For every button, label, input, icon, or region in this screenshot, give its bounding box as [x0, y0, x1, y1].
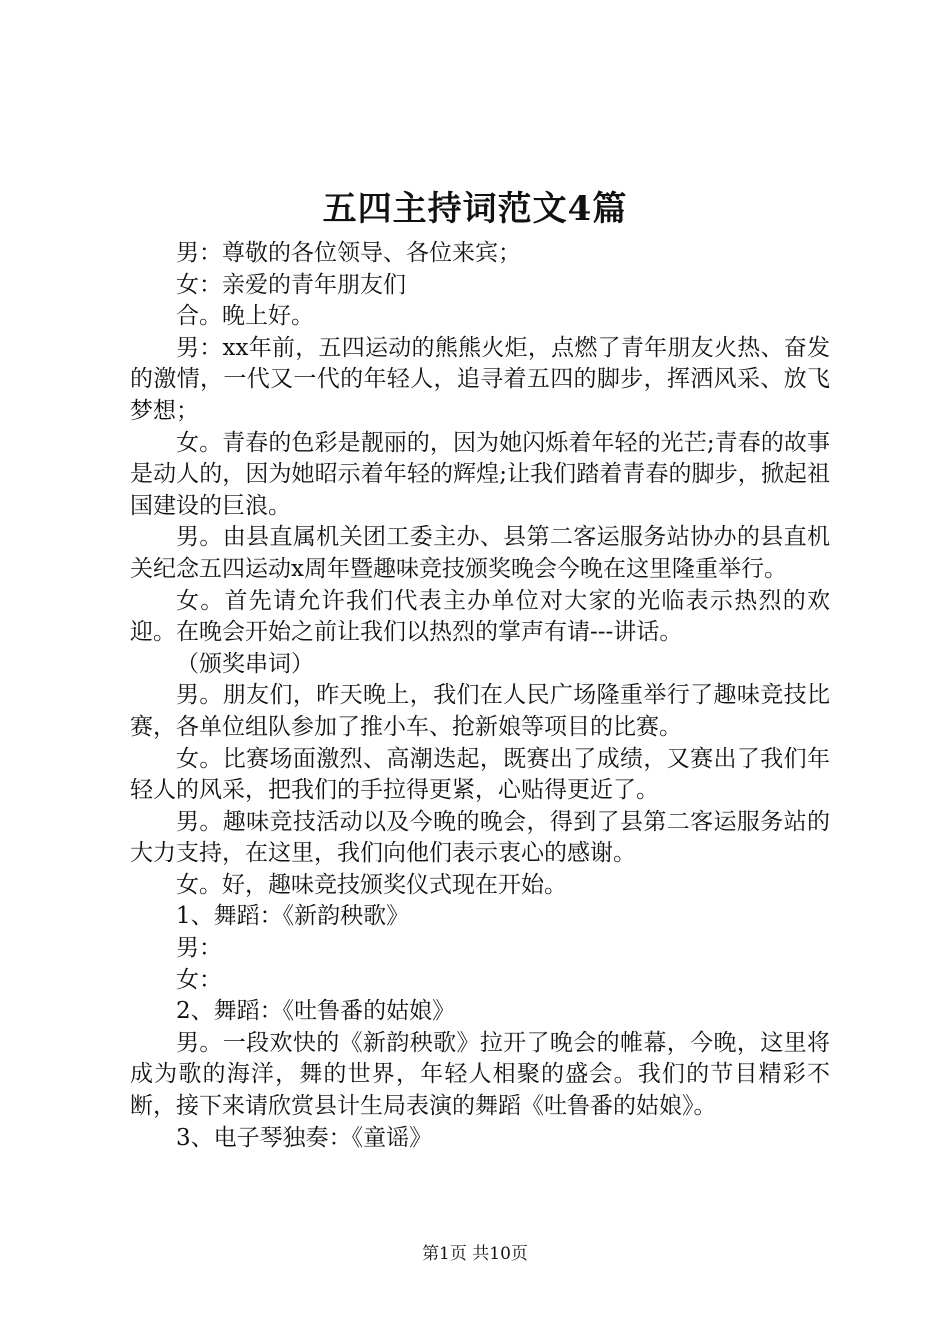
paragraph: 男：xx年前，五四运动的熊熊火炬，点燃了青年朋友火热、奋发的激情，一代又一代的年轻人，追寻着五四的脚步，挥洒风采、放飞梦想； — [130, 334, 830, 424]
paragraph: 女：亲爱的青年朋友们 — [176, 271, 406, 298]
paragraph: （颁奖串词） — [176, 650, 314, 677]
paragraph: 男。一段欢快的《新韵秧歌》拉开了晚会的帷幕，今晚，这里将成为歌的海洋，舞的世界，年轻人相聚的盛会。我们的节目精彩不断，接下来请欣赏县计生局表演的舞蹈《吐鲁番的姑娘》。 — [130, 1029, 830, 1120]
paragraph: 女。好，趣味竞技颁奖仪式现在开始。 — [176, 871, 567, 898]
paragraph: 合。晚上好。 — [176, 303, 314, 330]
paragraph: 男。朋友们，昨天晚上，我们在人民广场隆重举行了趣味竞技比赛，各单位组队参加了推小车、抢新娘等项目的比赛。 — [130, 682, 830, 740]
paragraph: 男。由县直属机关团工委主办、县第二客运服务站协办的县直机关纪念五四运动x周年暨趣味竞技颁奖晚会今晚在这里隆重举行。 — [130, 524, 830, 582]
document-body — [130, 238, 830, 1154]
paragraph: 女。比赛场面激烈、高潮迭起，既赛出了成绩，又赛出了我们年轻人的风采，把我们的手拉得更紧，心贴得更近了。 — [130, 745, 830, 804]
paragraph: 男： — [176, 935, 222, 962]
paragraph: 女。青春的色彩是靓丽的，因为她闪烁着年轻的光芒;青春的故事是动人的，因为她昭示着年轻的辉煌;让我们踏着青春的脚步，掀起祖国建设的巨浪。 — [130, 429, 830, 519]
paragraph: 2、舞蹈：《吐鲁番的姑娘》 — [176, 998, 456, 1025]
paragraph: 女： — [176, 966, 222, 993]
paragraph: 男：尊敬的各位领导、各位来宾； — [176, 240, 521, 266]
paragraph: 1、舞蹈：《新韵秧歌》 — [176, 903, 410, 930]
page-footer: 第1页 共10页 — [422, 1244, 528, 1264]
paragraph: 女。首先请允许我们代表主办单位对大家的光临表示热烈的欢迎。在晚会开始之前让我们以热烈的掌声有请---讲话。 — [130, 587, 830, 646]
paragraph: 男。趣味竞技活动以及今晚的晚会，得到了县第二客运服务站的大力支持，在这里，我们向他们表示衷心的感谢。 — [130, 808, 830, 867]
paragraph: 3、电子琴独奏：《童谣》 — [176, 1124, 433, 1151]
document-title: 五四主持词范文4篇 — [322, 189, 628, 229]
